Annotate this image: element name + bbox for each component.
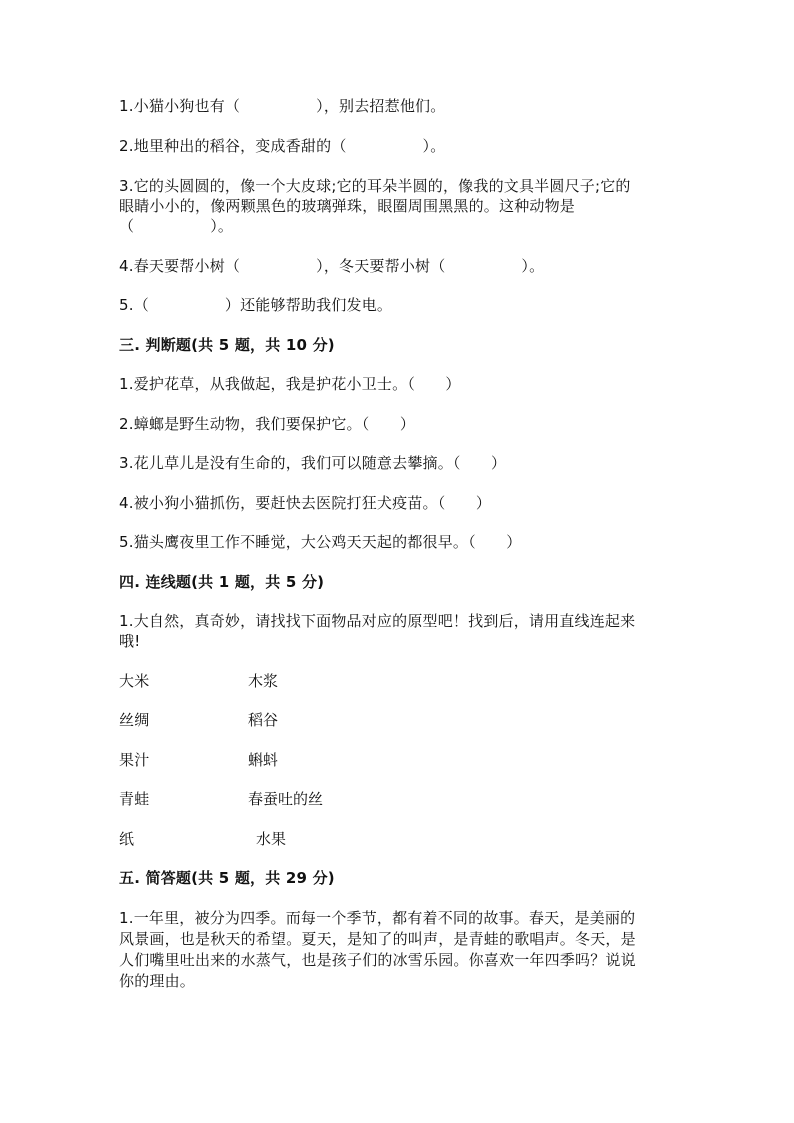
match-question-line1: 1.大自然，真奇妙，请找找下面物品对应的原型吧！找到后，请用直线连起来	[119, 612, 636, 630]
judge-item-5: 5.猫头鹰夜里工作不睡觉，大公鸡天天起的都很早。（ ）	[119, 533, 522, 551]
fill-blank-q1: 1.小猫小狗也有（ ），别去招惹他们。	[119, 97, 446, 115]
judge-heading: 三. 判断题(共 5 题，共 10 分)	[119, 336, 335, 354]
match-left-1: 大米	[119, 672, 150, 690]
fill-blank-q2: 2.地里种出的稻谷，变成香甜的（ ）。	[119, 137, 446, 155]
judge-item-4: 4.被小狗小猫抓伤，要赶快去医院打狂犬疫苗。（ ）	[119, 494, 492, 512]
short-answer-line4: 你的理由。	[119, 972, 196, 990]
short-answer-heading: 五. 简答题(共 5 题，共 29 分)	[119, 869, 335, 887]
match-right-2: 稻谷	[248, 711, 279, 729]
match-right-3: 蝌蚪	[248, 751, 279, 769]
match-left-2: 丝绸	[119, 711, 150, 729]
fill-blank-q5: 5.（ ）还能够帮助我们发电。	[119, 296, 393, 314]
short-answer-line2: 风景画，也是秋天的希望。夏天，是知了的叫声，是青蛙的歌唱声。冬天，是	[119, 930, 636, 948]
match-heading: 四. 连线题(共 1 题，共 5 分)	[119, 573, 325, 591]
match-right-5: 水果	[256, 830, 287, 848]
match-left-3: 果汁	[119, 751, 150, 769]
match-question-line2: 哦!	[119, 632, 141, 650]
judge-item-3: 3.花儿草儿是没有生命的，我们可以随意去攀摘。（ ）	[119, 454, 507, 472]
judge-item-1: 1.爱护花草，从我做起，我是护花小卫士。（ ）	[119, 375, 461, 393]
match-left-4: 青蛙	[119, 790, 150, 808]
short-answer-line3: 人们嘴里吐出来的水蒸气，也是孩子们的冰雪乐园。你喜欢一年四季吗？说说	[119, 951, 636, 969]
match-right-1: 木浆	[248, 672, 279, 690]
match-left-5: 纸	[119, 830, 135, 848]
fill-blank-q3-line3: （ ）。	[119, 217, 234, 235]
fill-blank-q3-line1: 3.它的头圆圆的，像一个大皮球;它的耳朵半圆的，像我的文具半圆尺子;它的	[119, 177, 631, 195]
fill-blank-q3-line2: 眼睛小小的，像两颗黑色的玻璃弹珠，眼圈周围黑黑的。这种动物是	[119, 197, 576, 215]
fill-blank-q4: 4.春天要帮小树（ ），冬天要帮小树（ ）。	[119, 257, 545, 275]
judge-item-2: 2.蟑螂是野生动物，我们要保护它。（ ）	[119, 415, 416, 433]
match-right-4: 春蚕吐的丝	[248, 790, 324, 808]
short-answer-line1: 1.一年里，被分为四季。而每一个季节，都有着不同的故事。春天，是美丽的	[119, 909, 636, 927]
